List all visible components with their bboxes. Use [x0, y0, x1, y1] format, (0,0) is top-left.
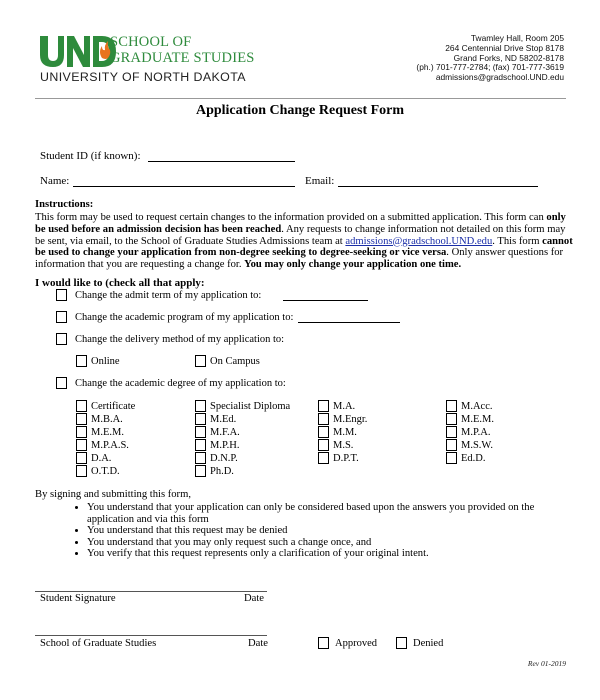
online-checkbox[interactable]	[76, 355, 87, 367]
degree-option[interactable]	[56, 377, 286, 389]
degree-item-label: D.A.	[91, 452, 112, 464]
degree-med[interactable]	[195, 413, 236, 425]
degree-mph[interactable]	[195, 439, 239, 451]
degree-checkbox-item[interactable]	[76, 426, 87, 438]
degree-item-label: Ed.D.	[461, 452, 486, 464]
degree-certificate[interactable]	[76, 400, 135, 412]
denied-label: Denied	[413, 637, 444, 649]
campus-label: On Campus	[210, 355, 260, 367]
degree-item-label: M.Engr.	[333, 413, 368, 425]
degree-checkbox-item[interactable]	[195, 452, 206, 464]
admit-term-option[interactable]	[56, 289, 261, 301]
degree-otd[interactable]	[76, 465, 120, 477]
degree-checkbox-item[interactable]	[446, 426, 457, 438]
degree-label: Change the academic degree of my application to:	[75, 377, 286, 389]
degree-mpa[interactable]	[446, 426, 490, 438]
degree-phd[interactable]	[195, 465, 234, 477]
degree-dnp[interactable]	[195, 452, 238, 464]
degree-checkbox-item[interactable]	[195, 439, 206, 451]
agreement-list	[35, 502, 575, 560]
degree-checkbox-item[interactable]	[76, 400, 87, 412]
delivery-campus-option[interactable]	[195, 355, 260, 367]
degree-checkbox-item[interactable]	[195, 426, 206, 438]
degree-macc[interactable]	[446, 400, 493, 412]
denied-checkbox[interactable]	[396, 637, 407, 649]
degree-checkbox-item[interactable]	[195, 413, 206, 425]
degree-dpt[interactable]	[318, 452, 359, 464]
name-field[interactable]	[73, 186, 295, 187]
degree-mem[interactable]	[76, 426, 124, 438]
name-label: Name:	[40, 175, 70, 187]
degree-item-label: Ph.D.	[210, 465, 234, 477]
online-label: Online	[91, 355, 120, 367]
degree-msw[interactable]	[446, 439, 493, 451]
school-signature-line[interactable]	[35, 635, 267, 636]
agreement-intro: By signing and submitting this form,	[35, 489, 191, 500]
degree-da[interactable]	[76, 452, 111, 464]
degree-checkbox-item[interactable]	[76, 465, 87, 477]
degree-item-label: M.P.H.	[210, 439, 240, 451]
date-label-2: Date	[248, 638, 268, 649]
degree-checkbox-item[interactable]	[318, 426, 329, 438]
changes-heading: I would like to (check all that apply:	[35, 277, 205, 289]
degree-item-label: O.T.D.	[91, 465, 120, 477]
address-line: Grand Forks, ND 58202-8178	[453, 52, 564, 63]
admit-term-label: Change the admit term of my application to:	[75, 289, 262, 301]
degree-item-label: D.P.T.	[333, 452, 359, 464]
degree-item-label: M.Acc.	[461, 400, 493, 412]
address-line: Twamley Hall, Room 205	[470, 33, 564, 43]
degree-item-label: M.S.	[333, 439, 354, 451]
degree-item-label: M.M.	[333, 426, 357, 438]
program-field[interactable]	[298, 322, 400, 323]
revision-label: Rev 01-2019	[527, 659, 566, 668]
degree-item-label: M.A.	[333, 400, 356, 412]
agreement-item: • You understand that you may only request such a change once, and	[87, 537, 575, 549]
student-signature-line[interactable]	[35, 591, 267, 592]
degree-mfa[interactable]	[195, 426, 240, 438]
degree-specialist[interactable]	[195, 400, 290, 412]
email-label: Email:	[305, 175, 335, 187]
instructions-text: This form may be used to request certain changes to the information provided on a submitted application. This form can only be used before an admission decision has been reached. Any requests to change information not detailed on this form may be sent, via email, to the School of Graduate Studies Admissions team at admissions@gradschool.UND.edu. This form cannot be used to change your application from non-degree seeking to degree-seeking or vice versa. Only answer questions for information that you are requesting a change for. You may only change your application one time.	[35, 212, 573, 271]
address-line: 264 Centennial Drive Stop 8178	[445, 42, 564, 53]
student-id-label: Student ID (if known):	[40, 150, 141, 162]
degree-item-label: M.P.A.S.	[91, 439, 129, 451]
delivery-checkbox[interactable]	[56, 333, 67, 345]
degree-mba[interactable]	[76, 413, 123, 425]
degree-checkbox-item[interactable]	[446, 413, 457, 425]
approved-option[interactable]	[318, 637, 377, 649]
degree-edd[interactable]	[446, 452, 486, 464]
degree-checkbox-item[interactable]	[76, 452, 87, 464]
degree-checkbox-item[interactable]	[76, 413, 87, 425]
admissions-email-link[interactable]: admissions@gradschool.UND.edu	[345, 235, 493, 247]
header-divider	[35, 98, 566, 99]
degree-checkbox-item[interactable]	[318, 413, 329, 425]
degree-checkbox-item[interactable]	[318, 452, 329, 464]
admit-term-field[interactable]	[283, 300, 368, 301]
agreement-item: • You understand that this request may be denied	[87, 525, 575, 537]
degree-item-label: M.Ed.	[210, 413, 237, 425]
degree-item-label: M.S.W.	[461, 439, 493, 451]
agreement-item: • You verify that this request represents only a clarification of your original intent.	[87, 548, 575, 560]
program-checkbox[interactable]	[56, 311, 67, 323]
degree-checkbox-item[interactable]	[446, 439, 457, 451]
degree-item-label: Specialist Diploma	[210, 400, 291, 412]
school-signature-label: School of Graduate Studies	[40, 638, 157, 649]
delivery-online-option[interactable]	[76, 355, 120, 367]
degree-mm[interactable]	[318, 426, 357, 438]
degree-checkbox-item[interactable]	[446, 400, 457, 412]
logo-line-1: SCHOOL OF	[110, 34, 192, 50]
admit-term-checkbox[interactable]	[56, 289, 67, 301]
degree-item-label: M.E.M.	[461, 413, 494, 425]
instructions-heading: Instructions:	[35, 199, 94, 210]
student-signature-label: Student Signature	[40, 593, 116, 604]
degree-item-label: M.P.A.	[461, 426, 491, 438]
delivery-label: Change the delivery method of my application to:	[75, 333, 285, 345]
degree-checkbox-item[interactable]	[446, 452, 457, 464]
approved-checkbox[interactable]	[318, 637, 329, 649]
degree-checkbox-item[interactable]	[195, 465, 206, 477]
degree-checkbox-item[interactable]	[318, 439, 329, 451]
campus-checkbox[interactable]	[195, 355, 206, 367]
degree-item-label: M.E.M.	[91, 426, 124, 438]
delivery-option[interactable]	[56, 333, 284, 345]
degree-checkbox-item[interactable]	[318, 400, 329, 412]
degree-mpas[interactable]	[76, 439, 129, 451]
degree-ms[interactable]	[318, 439, 353, 451]
denied-option[interactable]	[396, 637, 443, 649]
email-field[interactable]	[338, 186, 538, 187]
address-block	[416, 34, 564, 83]
date-label-1: Date	[244, 593, 264, 604]
degree-item-label: D.N.P.	[210, 452, 238, 464]
degree-checkbox-item[interactable]	[195, 400, 206, 412]
logo-line-2: GRADUATE STUDIES	[110, 50, 255, 66]
und-flame-logo-icon	[38, 33, 118, 69]
degree-mengr[interactable]	[318, 413, 367, 425]
degree-item-label: M.B.A.	[91, 413, 123, 425]
degree-mem-2[interactable]	[446, 413, 494, 425]
degree-item-label: Certificate	[91, 400, 136, 412]
university-name: UNIVERSITY OF NORTH DAKOTA	[40, 70, 246, 84]
address-line: (ph.) 701-777-2784; (fax) 701-777-3619	[416, 62, 564, 73]
degree-checkbox[interactable]	[56, 377, 67, 389]
form-title: Application Change Request Form	[195, 103, 405, 118]
agreement-item: • You understand that your application can only be considered based upon the answers you provided on the application and via this form	[87, 502, 575, 525]
program-option[interactable]	[56, 311, 293, 323]
address-email[interactable]: admissions@gradschool.UND.edu	[435, 72, 564, 83]
degree-item-label: M.F.A.	[210, 426, 240, 438]
student-id-field[interactable]	[148, 161, 295, 162]
program-label: Change the academic program of my application to:	[75, 311, 294, 323]
degree-checkbox-item[interactable]	[76, 439, 87, 451]
degree-ma[interactable]	[318, 400, 355, 412]
approved-label: Approved	[335, 637, 377, 649]
